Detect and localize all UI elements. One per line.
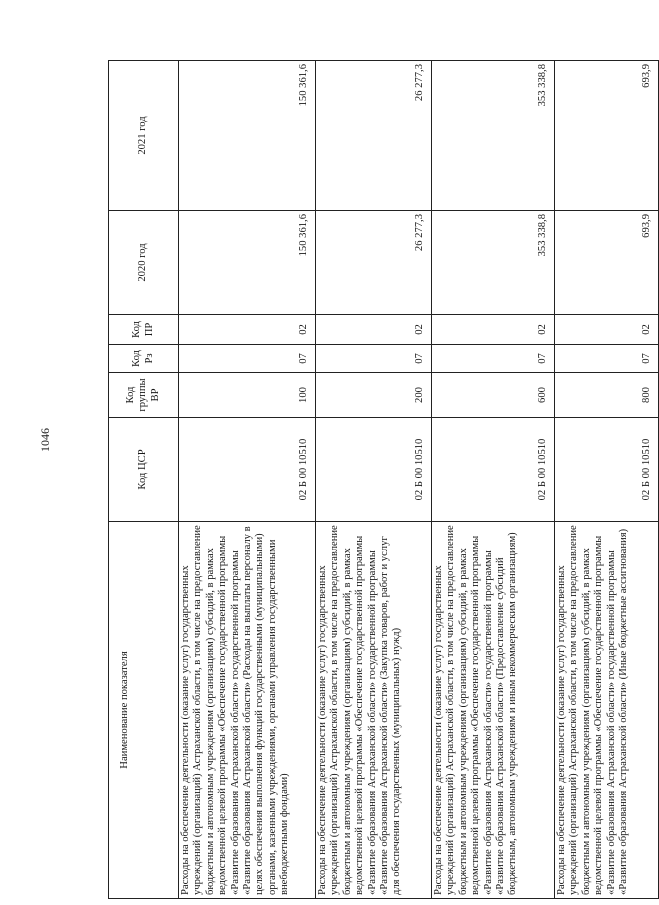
header-pr-code: Код ПР	[109, 315, 179, 345]
row-amount-2020: 150 361,6	[179, 211, 316, 315]
row-amount-2020: 26 277,3	[316, 211, 432, 315]
header-year-2020: 2020 год	[109, 211, 179, 315]
header-rz-code: Код Рз	[109, 345, 179, 373]
header-name: Наименование показателя	[109, 522, 179, 899]
row-rz-code: 07	[179, 345, 316, 373]
row-csr-code: 02 Б 00 10510	[316, 418, 432, 522]
header-csr-code: Код ЦСР	[109, 418, 179, 522]
row-pr-code: 02	[432, 315, 555, 345]
row-rz-code: 07	[432, 345, 555, 373]
row-csr-code: 02 Б 00 10510	[555, 418, 659, 522]
row-rz-code: 07	[316, 345, 432, 373]
row-name: Расходы на обеспечение деятельности (оказание услуг) государственных учреждений (организаций) Астраханской области, в том числе на предоставление бюджетным и автономным учреждениям (организациям) субсидий, в рамках ведомственной целевой программы «Обеспечение государственной программы «Развитие образования Астраханской области» государственной программы «Развитие образования Астраханской области» (Иные бюджетные ассигнования)	[555, 522, 659, 899]
row-name: Расходы на обеспечение деятельности (оказание услуг) государственных учреждений (организаций) Астраханской области, в том числе на предоставление бюджетным и автономным учреждениям (организациям) субсидий, в рамках ведомственной целевой программы «Обеспечение государственной программы «Развитие образования Астраханской области» государственной программы «Развитие образования Астраханской области» (Закупка товаров, работ и услуг для обеспечения государственных (муниципальных) нужд)	[316, 522, 432, 899]
rotated-page-content	[108, 61, 652, 899]
row-amount-2021: 150 361,6	[179, 61, 316, 211]
row-vr-code: 200	[316, 373, 432, 418]
header-vr-code: Код группы ВР	[109, 373, 179, 418]
row-pr-code: 02	[555, 315, 659, 345]
header-year-2021: 2021 год	[109, 61, 179, 211]
row-name: Расходы на обеспечение деятельности (оказание услуг) государственных учреждений (организаций) Астраханской области, в том числе на предоставление бюджетным и автономным учреждениям (организациям) субсидий, в рамках ведомственной целевой программы «Обеспечение государственной программы «Развитие образования Астраханской области» государственной программы «Развитие образования Астраханской области» (Расходы на выплаты персоналу в целях обеспечения выполнения функций государственными (муниципальными) органами, казенными учреждениями, органами управления государственными внебюджетными фондами)	[179, 522, 316, 899]
row-amount-2021: 693,9	[555, 61, 659, 211]
table-row	[432, 61, 555, 899]
row-vr-code: 100	[179, 373, 316, 418]
row-pr-code: 02	[316, 315, 432, 345]
table-row	[179, 61, 316, 899]
table-header-row	[109, 61, 179, 899]
budget-table	[108, 60, 659, 899]
row-csr-code: 02 Б 00 10510	[432, 418, 555, 522]
row-rz-code: 07	[555, 345, 659, 373]
page-number: 1046	[38, 428, 52, 452]
row-amount-2020: 693,9	[555, 211, 659, 315]
row-amount-2020: 353 338,8	[432, 211, 555, 315]
table-row	[316, 61, 432, 899]
row-name: Расходы на обеспечение деятельности (оказание услуг) государственных учреждений (организаций) Астраханской области, в том числе на предоставление бюджетным и автономным учреждениям (организациям) субсидий, в рамках ведомственной целевой программы «Обеспечение государственной программы «Развитие образования Астраханской области» государственной программы «Развитие образования Астраханской области» (Предоставление субсидий бюджетным, автономным учреждениям и иным некоммерческим организациям)	[432, 522, 555, 899]
row-pr-code: 02	[179, 315, 316, 345]
row-amount-2021: 353 338,8	[432, 61, 555, 211]
row-csr-code: 02 Б 00 10510	[179, 418, 316, 522]
table-row	[555, 61, 659, 899]
row-vr-code: 600	[432, 373, 555, 418]
row-amount-2021: 26 277,3	[316, 61, 432, 211]
row-vr-code: 800	[555, 373, 659, 418]
